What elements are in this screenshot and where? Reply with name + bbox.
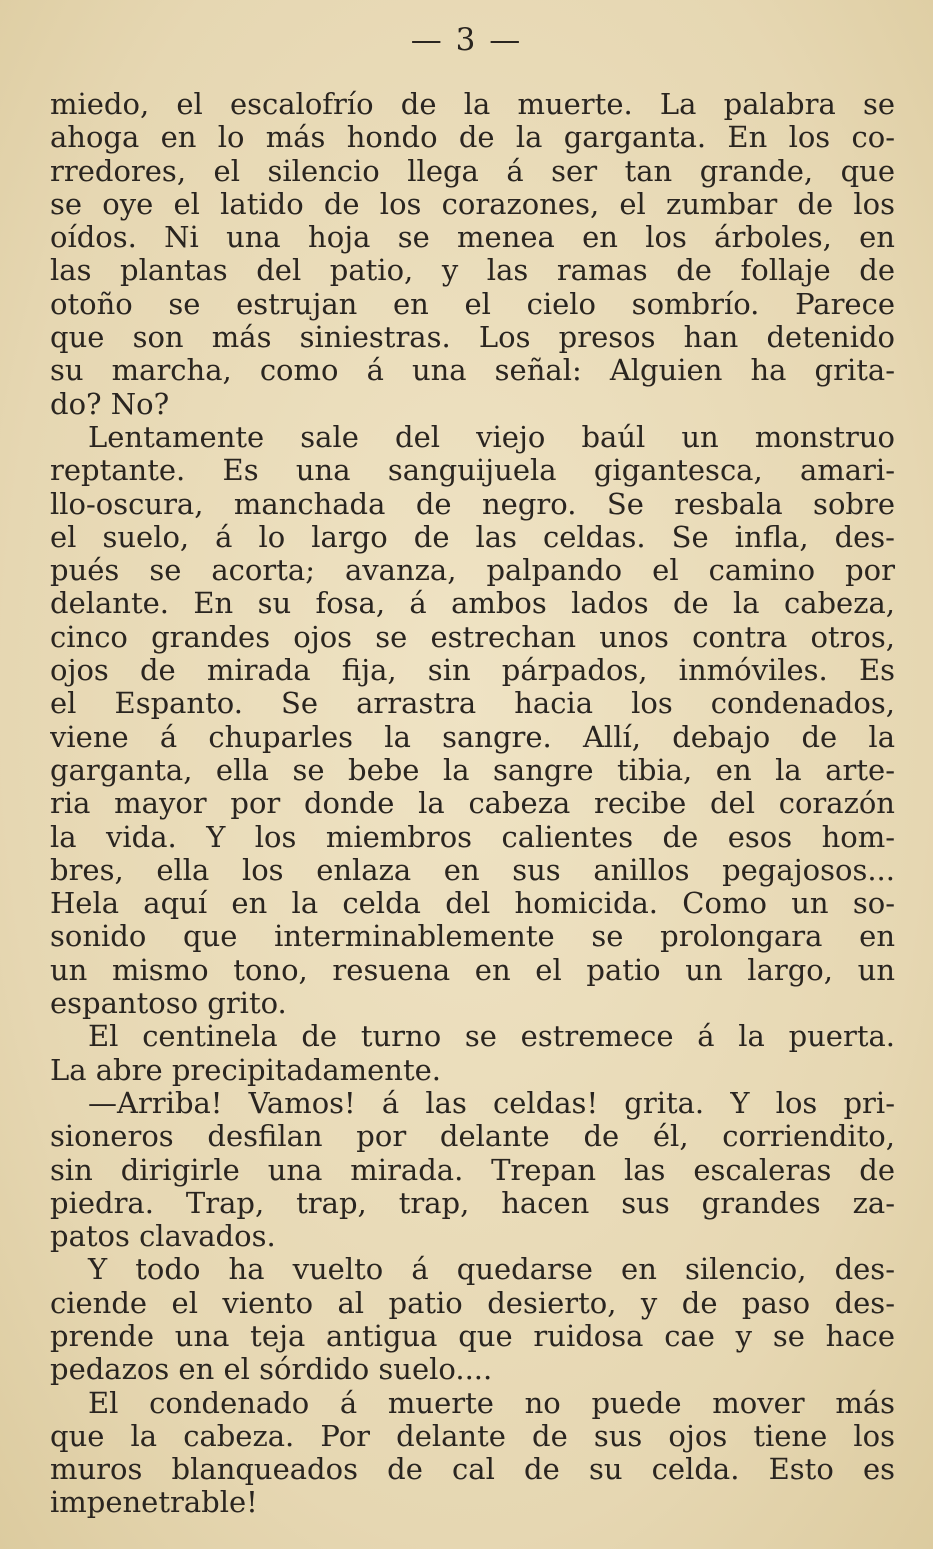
text-line: ojos de mirada fija, sin párpados, inmóviles. Es [50,654,895,688]
text-line: oídos. Ni una hoja se menea en los árboles, en [50,221,895,255]
text-line: la vida. Y los miembros calientes de esos hom- [50,820,895,854]
text-line: su marcha, como á una señal: Alguien ha grita- [50,354,895,388]
text-line: impenetrable! [50,1486,258,1520]
text-line: garganta, ella se bebe la sangre tibia, en la arte- [50,753,895,787]
text-line: El condenado á muerte no puede mover más [88,1386,895,1420]
text-line: otoño se estrujan en el cielo sombrío. Parece [50,287,895,321]
text-line: prende una teja antigua que ruidosa cae y se hace [50,1319,895,1353]
text-line: las plantas del patio, y las ramas de follaje de [50,254,895,288]
text-line: miedo, el escalofrío de la muerte. La palabra se [50,88,895,121]
text-line: el suelo, á lo largo de las celdas. Se infla, des- [50,520,895,554]
text-line: cinco grandes ojos se estrechan unos contra otros, [50,620,895,654]
text-line: pués se acorta; avanza, palpando el camino por [50,554,895,588]
text-line: ahoga en lo más hondo de la garganta. En los co- [50,121,895,155]
text-line: que la cabeza. Por delante de sus ojos tiene los [50,1419,895,1453]
text-line: rredores, el silencio llega á ser tan grande, que [50,154,895,188]
text-line: delante. En su fosa, á ambos lados de la cabeza, [50,587,895,621]
text-line: un mismo tono, resuena en el patio un largo, un [50,953,895,987]
text-line: El centinela de turno se estremece á la puerta. [88,1020,895,1054]
text-line: espantoso grito. [50,987,287,1021]
page-number: — 3 — [410,22,523,58]
text-line: reptante. Es una sanguijuela gigantesca, amari- [50,454,895,488]
text-line: ria mayor por donde la cabeza recibe del corazón [50,787,895,821]
text-line: pedazos en el sórdido suelo.... [50,1353,493,1387]
text-line: piedra. Trap, trap, trap, hacen sus grandes za- [50,1186,895,1220]
text-line: bres, ella los enlaza en sus anillos pegajosos... [50,853,895,887]
text-line: sioneros desfilan por delante de él, corriendito, [50,1120,895,1154]
text-line: muros blanqueados de cal de su celda. Esto es [50,1453,895,1487]
text-line: viene á chuparles la sangre. Allí, debajo de la [50,720,895,754]
body-text [50,88,895,1520]
text-line: sonido que interminablemente se prolongara en [50,920,895,954]
text-line: Lentamente sale del viejo baúl un monstruo [88,420,895,454]
text-line: ciende el viento al patio desierto, y de paso des- [50,1286,895,1320]
text-line: do? No? [50,387,170,421]
text-line: La abre precipitadamente. [50,1053,441,1087]
text-line: Y todo ha vuelto á quedarse en silencio, des- [88,1253,895,1287]
text-line: que son más siniestras. Los presos han detenido [50,321,895,355]
text-line: el Espanto. Se arrastra hacia los condenados, [50,687,895,721]
text-line: Hela aquí en la celda del homicida. Como un so- [50,887,895,921]
text-line: sin dirigirle una mirada. Trepan las escaleras de [50,1153,895,1187]
text-line: se oye el latido de los corazones, el zumbar de los [50,187,895,221]
text-line: llo-oscura, manchada de negro. Se resbala sobre [50,487,895,521]
text-line: —Arriba! Vamos! á las celdas! grita. Y los pri- [88,1086,895,1120]
text-line: patos clavados. [50,1220,276,1254]
